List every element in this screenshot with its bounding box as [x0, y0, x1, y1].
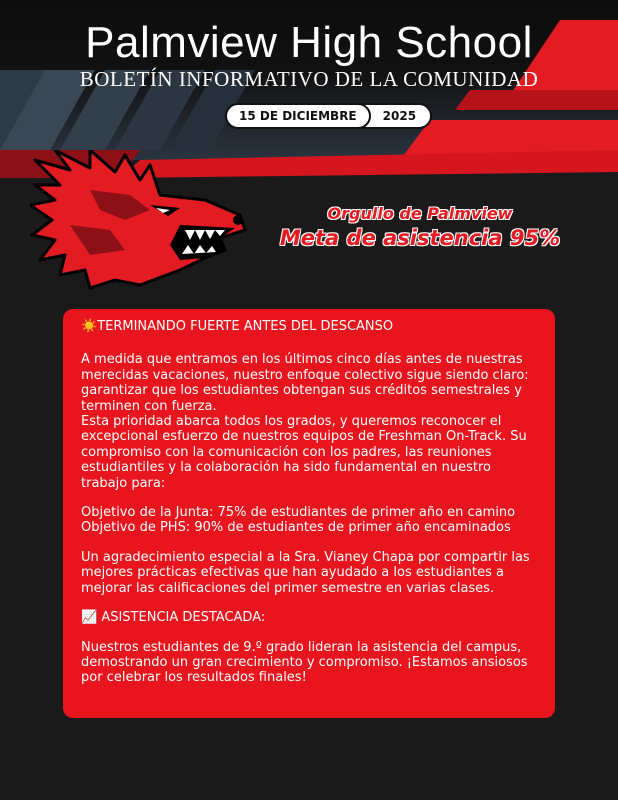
section-heading-finish-strong [81, 319, 537, 334]
date-label: 15 DE DICIEMBRE [225, 103, 371, 129]
paragraph-attendance: Nuestros estudiantes de 9.º grado lideran la asistencia del campus, demostrando un gran crecimiento y compromiso. ¡Estamos ansiosos por celebrar los resultados finales! [81, 639, 528, 686]
phs-goal: Objetivo de PHS: 90% de estudiantes de primer año encaminados [81, 520, 511, 536]
paragraph-intro: A medida que entramos en los últimos cinco días antes de nuestras merecidas vacaciones, nuestro enfoque colectivo sigue siendo claro: garantizar que los estudiantes obtengan sus créditos semestrales y terminen con fuerza. [81, 352, 529, 414]
pride-tagline: Orgullo de Palmview [327, 204, 513, 223]
year-label: 2025 [357, 103, 432, 129]
paragraph-priority: Esta prioridad abarca todos los grados, y queremos reconocer el excepcional esfuerzo de nuestros equipos de Freshman On-Track. Su compromiso con la comunicación con los padres, las reuniones estudiantiles y la colaboración ha sido fundamental en nuestro trabajo para: [81, 414, 527, 491]
paragraph-thanks: Un agradecimiento especial a la Sra. Vianey Chapa por compartir las mejores prácticas efectivas que han ayudado a los estudiantes a mejorar las calificaciones del primer semestre en varias clases. [81, 549, 530, 596]
board-goal: Objetivo de la Junta: 75% de estudiantes de primer año en camino [81, 505, 516, 521]
newsletter-subtitle: BOLETÍN INFORMATIVO DE LA COMUNIDAD [79, 67, 539, 91]
attendance-goal: Meta de asistencia 95% [279, 226, 561, 250]
school-title: Palmview High School [85, 18, 533, 67]
wolf-mascot-logo [30, 150, 250, 290]
section-title: TERMINANDO FUERTE ANTES DEL DESCANSO [97, 319, 394, 334]
date-pill [225, 103, 432, 129]
section-title: ASISTENCIA DESTACADA: [101, 610, 266, 626]
newsletter-content-card [63, 309, 555, 718]
sun-icon: ☀️ [81, 319, 98, 334]
section-heading-attendance [81, 610, 537, 625]
chart-up-icon: 📈 [81, 610, 98, 626]
